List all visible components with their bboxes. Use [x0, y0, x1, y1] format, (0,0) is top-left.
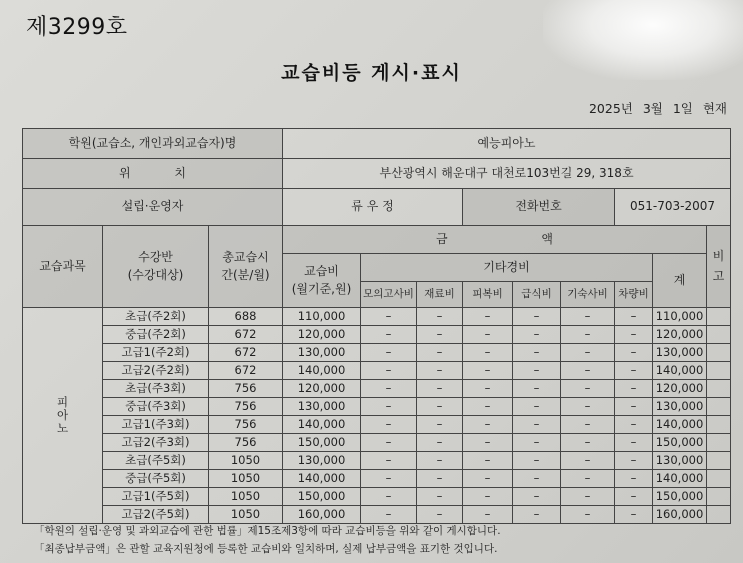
vehicle-cell: – — [615, 326, 653, 344]
course-header: 교습과목 — [23, 226, 103, 308]
phone-label: 전화번호 — [463, 189, 615, 226]
material-cell: – — [417, 380, 463, 398]
amount-header: 금 액 — [283, 226, 707, 254]
vehicle-cell: – — [615, 452, 653, 470]
tuition-cell: 110,000 — [283, 308, 361, 326]
meal-header: 급식비 — [513, 282, 561, 308]
class-cell: 초급(주3회) — [103, 380, 209, 398]
total-cell: 160,000 — [653, 506, 707, 524]
meal-cell: – — [513, 344, 561, 362]
table-row — [23, 470, 731, 488]
material-cell: – — [417, 308, 463, 326]
meal-cell: – — [513, 326, 561, 344]
tuition-cell: 150,000 — [283, 488, 361, 506]
mock-exam-cell: – — [361, 362, 417, 380]
note-cell — [707, 362, 731, 380]
total-cell: 140,000 — [653, 416, 707, 434]
meal-cell: – — [513, 380, 561, 398]
material-cell: – — [417, 470, 463, 488]
time-cell: 672 — [209, 326, 283, 344]
note-cell — [707, 416, 731, 434]
meal-cell: – — [513, 308, 561, 326]
class-cell: 고급2(주5회) — [103, 506, 209, 524]
clothing-cell: – — [463, 506, 513, 524]
dormitory-cell: – — [561, 488, 615, 506]
total-cell: 150,000 — [653, 488, 707, 506]
note-cell — [707, 452, 731, 470]
info-row-academy — [23, 129, 731, 159]
note-cell — [707, 470, 731, 488]
footnote-final-amount: 「최종납부금액」은 관할 교육지원청에 등록한 교습비와 일치하며, 실제 납부금액을 표기한 것입니다. — [34, 543, 498, 555]
clothing-cell: – — [463, 416, 513, 434]
meal-cell: – — [513, 452, 561, 470]
material-cell: – — [417, 398, 463, 416]
time-cell: 756 — [209, 380, 283, 398]
time-cell: 756 — [209, 434, 283, 452]
table-row — [23, 416, 731, 434]
tuition-header-line2: (월기준,원) — [291, 281, 352, 296]
mock-exam-cell: – — [361, 434, 417, 452]
material-cell: – — [417, 434, 463, 452]
total-cell: 130,000 — [653, 398, 707, 416]
tuition-cell: 140,000 — [283, 362, 361, 380]
class-cell: 고급1(주3회) — [103, 416, 209, 434]
material-cell: – — [417, 506, 463, 524]
time-cell: 756 — [209, 416, 283, 434]
time-cell: 672 — [209, 362, 283, 380]
total-cell: 110,000 — [653, 308, 707, 326]
phone-value: 051-703-2007 — [615, 189, 731, 226]
total-cell: 150,000 — [653, 434, 707, 452]
vehicle-cell: – — [615, 434, 653, 452]
location-label: 위 치 — [23, 159, 283, 189]
tuition-header-line1: 교습비 — [304, 263, 339, 278]
dormitory-cell: – — [561, 506, 615, 524]
tuition-cell: 120,000 — [283, 326, 361, 344]
material-cell: – — [417, 488, 463, 506]
table-row — [23, 362, 731, 380]
clothing-cell: – — [463, 362, 513, 380]
time-cell: 1050 — [209, 452, 283, 470]
dormitory-cell: – — [561, 452, 615, 470]
class-cell: 중급(주2회) — [103, 326, 209, 344]
class-cell: 고급2(주2회) — [103, 362, 209, 380]
tuition-cell: 130,000 — [283, 344, 361, 362]
time-header — [209, 226, 283, 308]
other-costs-header: 기타경비 — [361, 254, 653, 282]
note-header-line2: 고 — [712, 268, 725, 283]
class-cell: 고급1(주2회) — [103, 344, 209, 362]
course-name-char-1: 피 — [56, 394, 69, 409]
tuition-cell: 120,000 — [283, 380, 361, 398]
clothing-cell: – — [463, 452, 513, 470]
mock-exam-cell: – — [361, 452, 417, 470]
note-cell — [707, 326, 731, 344]
academy-value: 예능피아노 — [283, 129, 731, 159]
time-cell: 756 — [209, 398, 283, 416]
course-name-char-3: 노 — [56, 421, 69, 436]
table-row — [23, 380, 731, 398]
dormitory-cell: – — [561, 344, 615, 362]
mock-exam-cell: – — [361, 308, 417, 326]
mock-exam-cell: – — [361, 326, 417, 344]
mock-exam-cell: – — [361, 398, 417, 416]
dormitory-cell: – — [561, 434, 615, 452]
clothing-cell: – — [463, 326, 513, 344]
class-cell: 중급(주5회) — [103, 470, 209, 488]
fee-table — [22, 128, 731, 524]
tuition-cell: 160,000 — [283, 506, 361, 524]
tuition-cell: 150,000 — [283, 434, 361, 452]
vehicle-cell: – — [615, 416, 653, 434]
academy-label: 학원(교습소, 개인과외교습자)명 — [23, 129, 283, 159]
footnote-law: 「학원의 설립·운영 및 과외교습에 관한 법률」제15조제3항에 따라 교습비등을 위와 같이 게시합니다. — [34, 525, 501, 537]
table-row — [23, 434, 731, 452]
clothing-cell: – — [463, 344, 513, 362]
vehicle-cell: – — [615, 488, 653, 506]
tuition-cell: 130,000 — [283, 452, 361, 470]
vehicle-cell: – — [615, 362, 653, 380]
course-name-char-2: 아 — [56, 407, 69, 422]
dormitory-cell: – — [561, 380, 615, 398]
mock-exam-cell: – — [361, 416, 417, 434]
material-cell: – — [417, 452, 463, 470]
clothing-cell: – — [463, 380, 513, 398]
class-header — [103, 226, 209, 308]
clothing-cell: – — [463, 434, 513, 452]
meal-cell: – — [513, 416, 561, 434]
dormitory-cell: – — [561, 308, 615, 326]
material-cell: – — [417, 344, 463, 362]
clothing-cell: – — [463, 488, 513, 506]
meal-cell: – — [513, 470, 561, 488]
vehicle-cell: – — [615, 380, 653, 398]
total-cell: 130,000 — [653, 344, 707, 362]
clothing-header: 피복비 — [463, 282, 513, 308]
vehicle-cell: – — [615, 470, 653, 488]
dormitory-cell: – — [561, 326, 615, 344]
vehicle-cell: – — [615, 506, 653, 524]
time-cell: 1050 — [209, 488, 283, 506]
note-cell — [707, 380, 731, 398]
table-row — [23, 344, 731, 362]
dormitory-cell: – — [561, 362, 615, 380]
time-header-line2: 간(분/월) — [221, 267, 270, 282]
note-cell — [707, 488, 731, 506]
info-row-operator — [23, 189, 731, 226]
note-cell — [707, 398, 731, 416]
total-cell: 120,000 — [653, 380, 707, 398]
time-cell: 1050 — [209, 470, 283, 488]
class-cell: 고급1(주5회) — [103, 488, 209, 506]
course-name-cell — [23, 308, 103, 524]
meal-cell: – — [513, 506, 561, 524]
note-cell — [707, 434, 731, 452]
material-cell: – — [417, 362, 463, 380]
mock-exam-cell: – — [361, 488, 417, 506]
operator-label: 설립·운영자 — [23, 189, 283, 226]
clothing-cell: – — [463, 308, 513, 326]
class-cell: 중급(주3회) — [103, 398, 209, 416]
tuition-cell: 140,000 — [283, 416, 361, 434]
tuition-header — [283, 254, 361, 308]
class-cell: 초급(주2회) — [103, 308, 209, 326]
total-cell: 130,000 — [653, 452, 707, 470]
table-row — [23, 488, 731, 506]
dormitory-cell: – — [561, 416, 615, 434]
tuition-cell: 140,000 — [283, 470, 361, 488]
mock-exam-cell: – — [361, 506, 417, 524]
tuition-cell: 130,000 — [283, 398, 361, 416]
meal-cell: – — [513, 488, 561, 506]
material-cell: – — [417, 416, 463, 434]
total-cell: 140,000 — [653, 470, 707, 488]
time-cell: 672 — [209, 344, 283, 362]
vehicle-header: 차량비 — [615, 282, 653, 308]
meal-cell: – — [513, 362, 561, 380]
note-cell — [707, 344, 731, 362]
mock-exam-cell: – — [361, 380, 417, 398]
material-cell: – — [417, 326, 463, 344]
time-cell: 1050 — [209, 506, 283, 524]
meal-cell: – — [513, 398, 561, 416]
header-row-1 — [23, 226, 731, 254]
location-value: 부산광역시 해운대구 대천로103번길 29, 318호 — [283, 159, 731, 189]
note-header — [707, 226, 731, 308]
material-header: 재료비 — [417, 282, 463, 308]
vehicle-cell: – — [615, 308, 653, 326]
time-header-line1: 총교습시 — [222, 249, 269, 264]
operator-value: 류 우 정 — [283, 189, 463, 226]
document-date: 2025년 3월 1일 현재 — [588, 101, 727, 116]
post-number: 제3299호 — [26, 15, 128, 40]
info-row-location — [23, 159, 731, 189]
class-cell: 초급(주5회) — [103, 452, 209, 470]
total-cell: 140,000 — [653, 362, 707, 380]
vehicle-cell: – — [615, 398, 653, 416]
class-cell: 고급2(주3회) — [103, 434, 209, 452]
time-cell: 688 — [209, 308, 283, 326]
note-cell — [707, 506, 731, 524]
table-row — [23, 308, 731, 326]
table-row — [23, 506, 731, 524]
dormitory-header: 기숙사비 — [561, 282, 615, 308]
class-header-line1: 수강반 — [138, 249, 173, 264]
clothing-cell: – — [463, 470, 513, 488]
total-cell: 120,000 — [653, 326, 707, 344]
note-cell — [707, 308, 731, 326]
dormitory-cell: – — [561, 398, 615, 416]
table-row — [23, 452, 731, 470]
class-header-line2: (수강대상) — [127, 267, 184, 282]
vehicle-cell: – — [615, 344, 653, 362]
meal-cell: – — [513, 434, 561, 452]
total-header: 계 — [653, 254, 707, 308]
clothing-cell: – — [463, 398, 513, 416]
mock-exam-cell: – — [361, 344, 417, 362]
mock-exam-header: 모의고사비 — [361, 282, 417, 308]
note-header-line1: 비 — [712, 248, 725, 263]
mock-exam-cell: – — [361, 470, 417, 488]
document-title: 교습비등 게시·표시 — [281, 62, 462, 84]
table-row — [23, 326, 731, 344]
table-row — [23, 398, 731, 416]
dormitory-cell: – — [561, 470, 615, 488]
